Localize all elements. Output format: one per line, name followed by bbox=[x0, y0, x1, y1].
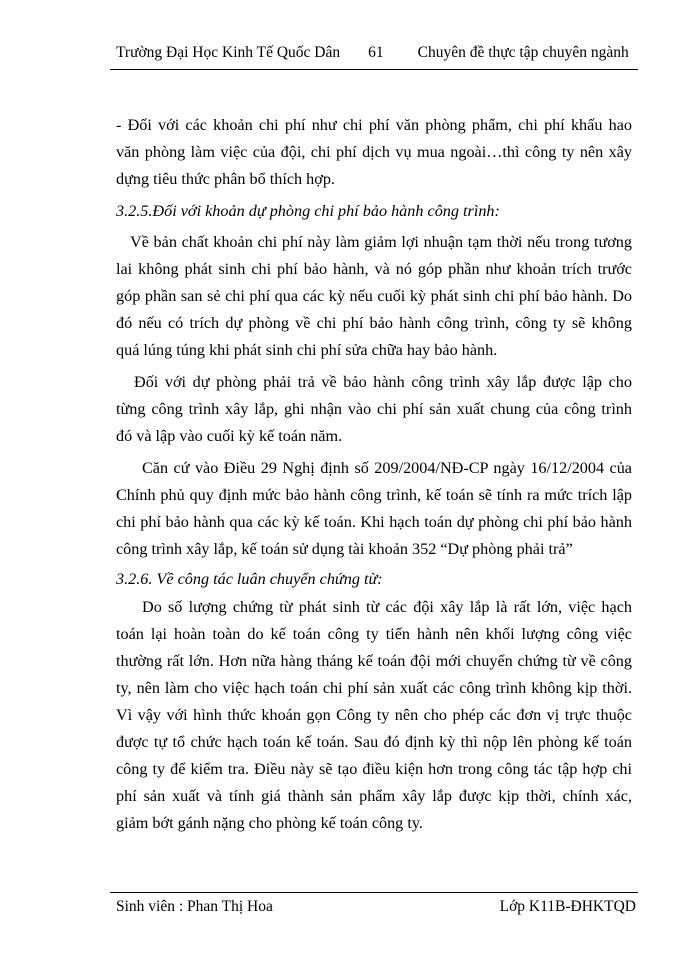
header-divider bbox=[110, 69, 638, 70]
page-header bbox=[116, 44, 636, 66]
paragraph-line: dựng tiêu thức phân bổ thích hợp. bbox=[116, 170, 335, 188]
paragraph-line: Về bản chất khoản chi phí này làm giảm lợi nhuận tạm thời nếu trong tương bbox=[130, 233, 632, 251]
footer-class: Lớp K11B-ĐHKTQD bbox=[499, 898, 636, 915]
paragraph-line: lai không phát sinh chi phí bảo hành, và nó góp phần như khoản trích trước bbox=[116, 260, 632, 278]
paragraph-line: thường rất lớn. Hơn nữa hàng tháng kế toán đội mới chuyển chứng từ về công bbox=[116, 652, 632, 670]
paragraph-line: góp phần san sẻ chi phí qua các kỳ nếu cuối kỳ phát sinh chi phí bảo hành. Do bbox=[116, 287, 632, 305]
section-heading: 3.2.5.Đối với khoản dự phòng chi phí bảo hành công trình: bbox=[116, 202, 500, 220]
paragraph-line: công trình xây lắp, kế toán sử dụng tài khoản 352 “Dự phòng phải trả” bbox=[116, 540, 573, 558]
paragraph-line: giảm bớt gánh nặng cho phòng kế toán công ty. bbox=[116, 814, 423, 832]
paragraph-line: Vì vậy với hình thức khoán gọn Công ty nên cho phép các đơn vị trực thuộc bbox=[116, 706, 632, 724]
paragraph-line: Căn cứ vào Điều 29 Nghị định số 209/2004/NĐ-CP ngày 16/12/2004 của bbox=[142, 459, 632, 477]
header-topic: Chuyên đề thực tập chuyên ngành bbox=[417, 44, 629, 61]
paragraph-line: đó nếu có trích dự phòng về chi phí bảo hành công trình, công ty sẽ không bbox=[116, 314, 632, 332]
paragraph-line: chi phí bảo hành qua các kỳ kế toán. Khi hạch toán dự phòng chi phí bảo hành bbox=[116, 513, 632, 531]
paragraph-line: công ty để kiểm tra. Điều này sẽ tạo điều kiện hơn trong công tác tập hợp chi bbox=[116, 760, 632, 778]
paragraph-line: đó và lập vào cuối kỳ kế toán năm. bbox=[116, 427, 343, 445]
paragraph-line: ty, nên làm cho việc hạch toán chi phí sản xuất các công trình không kịp thời. bbox=[116, 679, 632, 697]
paragraph-line: Do số lượng chứng từ phát sinh từ các đội xây lắp là rất lớn, việc hạch bbox=[142, 598, 632, 616]
paragraph-line: từng công trình xây lắp, ghi nhận vào chi phí sản xuất chung của công trình bbox=[116, 400, 632, 418]
header-page-number: 61 bbox=[368, 44, 384, 61]
paragraph-line: quá lúng túng khi phát sinh chi phí sửa chữa hay bảo hành. bbox=[116, 341, 498, 359]
section-heading: 3.2.6. Về công tác luân chuyển chứng từ: bbox=[116, 570, 383, 588]
paragraph-line: văn phòng làm việc của đội, chi phí dịch vụ mua ngoài…thì công ty nên xây bbox=[116, 143, 632, 161]
paragraph-line: Chính phủ quy định mức bảo hành công trình, kế toán sẽ tính ra mức trích lập bbox=[116, 486, 632, 504]
paragraph-line: Đối với dự phòng phải trả về bảo hành công trình xây lắp được lập cho bbox=[134, 373, 632, 391]
page-footer bbox=[116, 898, 636, 916]
footer-student-name: Sinh viên : Phan Thị Hoa bbox=[116, 898, 273, 915]
paragraph-line: phí sản xuất và tính giá thành sản phẩm xây lắp được kịp thời, chính xác, bbox=[116, 787, 632, 805]
header-school-name: Trường Đại Học Kinh Tế Quốc Dân bbox=[116, 44, 341, 61]
footer-divider bbox=[110, 892, 638, 893]
paragraph-line: toán lại hoàn toàn do kế toán công ty tiến hành nên khối lượng công việc bbox=[116, 625, 632, 643]
paragraph-line: - Đối với các khoản chi phí như chi phí văn phòng phẩm, chi phí khấu hao bbox=[116, 116, 632, 134]
paragraph-line: được tự tổ chức hạch toán kế toán. Sau đó định kỳ thì nộp lên phòng kế toán bbox=[116, 733, 632, 751]
